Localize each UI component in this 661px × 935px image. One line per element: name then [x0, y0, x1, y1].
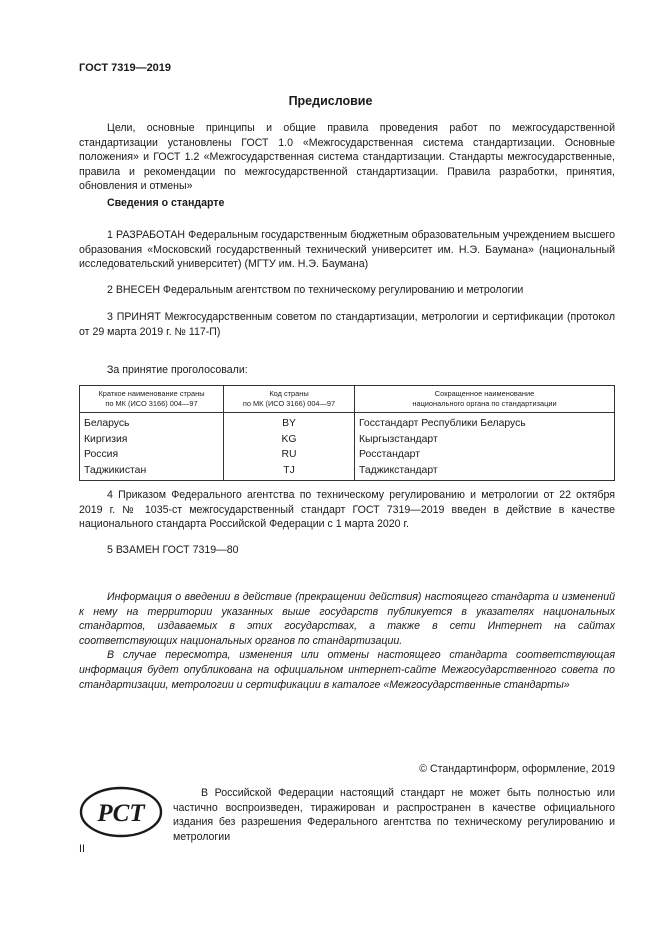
header-body-line2: национального органа по стандартизации: [412, 399, 557, 408]
rst-certification-mark-icon: [79, 786, 163, 843]
header-body-line1: Сокращенное наименование: [434, 389, 535, 398]
item-developed: [79, 228, 615, 272]
page-title: Предисловие: [288, 94, 373, 108]
intro-text: Цели, основные принципы и общие правила проведения работ по межгосударственной стандартизации установлены ГОСТ 1.0 «Межгосударственная система стандартизации. Основные положения» и ГОСТ 1.2 «Межгосударственная система стандартизации. Стандарты межгосударственные, правила и рекомендации по межгосударственной стандартизации. Правила разработки, принятия, обновления и отмены»: [79, 122, 615, 193]
item-introduced: [79, 283, 615, 298]
table-row: [80, 463, 615, 481]
country-cell: Россия: [80, 447, 224, 463]
item-developed-text: 1 РАЗРАБОТАН Федеральным государственным бюджетным образовательным учреждением высшего образования «Московский государственный технический университет им. Н.Э. Баумана» (национальный исследовательский университет) (МГТУ им. Н.Э. Баумана): [79, 229, 615, 271]
info-paragraph-1: Информация о введении в действие (прекращении действия) настоящего стандарта и изменений к нему на территории указанных выше государств публикуется в указателях национальных стандартов, издаваемых в этих государствах, а также в сети Интернет на сайтах соответствующих национальных органов по стандартизации.: [79, 591, 615, 647]
item-introduced-text: 2 ВНЕСЕН Федеральным агентством по техническому регулированию и метрологии: [107, 284, 524, 296]
country-cell: Киргизия: [80, 432, 224, 448]
item-adopted: [79, 310, 615, 339]
body-cell: Таджикстандарт: [355, 463, 615, 481]
body-cell: Росстандарт: [355, 447, 615, 463]
code-cell: RU: [224, 447, 355, 463]
item-adopted-text: 3 ПРИНЯТ Межгосударственным советом по стандартизации, метрологии и сертификации (протокол от 29 марта 2019 г. № 117-П): [79, 311, 615, 338]
item-replaces-text: 5 ВЗАМЕН ГОСТ 7319—80: [107, 544, 239, 556]
copyright-notice-text: В Российской Федерации настоящий стандарт не может быть полностью или частично воспроизведен, тиражирован и распространен в качестве официального издания без разрешения Федерального агентства по техническому регулированию и метрологии: [173, 787, 615, 843]
page-number: II: [79, 843, 85, 855]
code-cell: BY: [224, 413, 355, 432]
info-paragraph-2: В случае пересмотра, изменения или отмены настоящего стандарта соответствующая информация будет опубликована на официальном интернет-сайте Межгосударственного совета по стандартизации, метрологии и сертификации в каталоге «Межгосударственные стандарты»: [79, 649, 615, 691]
intro-paragraph: [79, 121, 615, 194]
table-row: [80, 432, 615, 448]
section-heading: Сведения о стандарте: [107, 197, 225, 209]
table-row: [80, 413, 615, 432]
header-country-line1: Краткое наименование страны: [98, 389, 205, 398]
copyright-notice: [173, 786, 615, 844]
header-code-line1: Код страны: [269, 389, 309, 398]
country-cell: Таджикистан: [80, 463, 224, 481]
code-cell: TJ: [224, 463, 355, 481]
item-order: [79, 488, 615, 532]
header-country: [80, 386, 224, 413]
body-cell: Госстандарт Республики Беларусь: [355, 413, 615, 432]
country-cell: Беларусь: [80, 413, 224, 432]
table-row: [80, 447, 615, 463]
standard-id-header: ГОСТ 7319—2019: [79, 62, 172, 74]
logo-letters: РСТ: [97, 800, 145, 827]
copyright: © Стандартинформ, оформление, 2019: [419, 763, 615, 775]
header-country-line2: по МК (ИСО 3166) 004—97: [105, 399, 198, 408]
votes-table-header: [80, 386, 615, 413]
header-code-line2: по МК (ИСО 3166) 004—97: [242, 399, 336, 408]
header-code: [224, 386, 355, 413]
info-block: [79, 590, 615, 692]
body-cell: Кыргызстандарт: [355, 432, 615, 448]
votes-caption: За принятие проголосовали:: [107, 364, 248, 376]
item-replaces: [79, 543, 615, 558]
header-body: [355, 386, 615, 413]
votes-table: [79, 385, 615, 481]
code-cell: KG: [224, 432, 355, 448]
item-order-text: 4 Приказом Федерального агентства по техническому регулированию и метрологии от 22 октября 2019 г. № 1035-ст межгосударственный стандарт ГОСТ 7319—2019 введен в действие в качестве национального стандарта Российской Федерации с 1 марта 2020 г.: [79, 489, 615, 531]
